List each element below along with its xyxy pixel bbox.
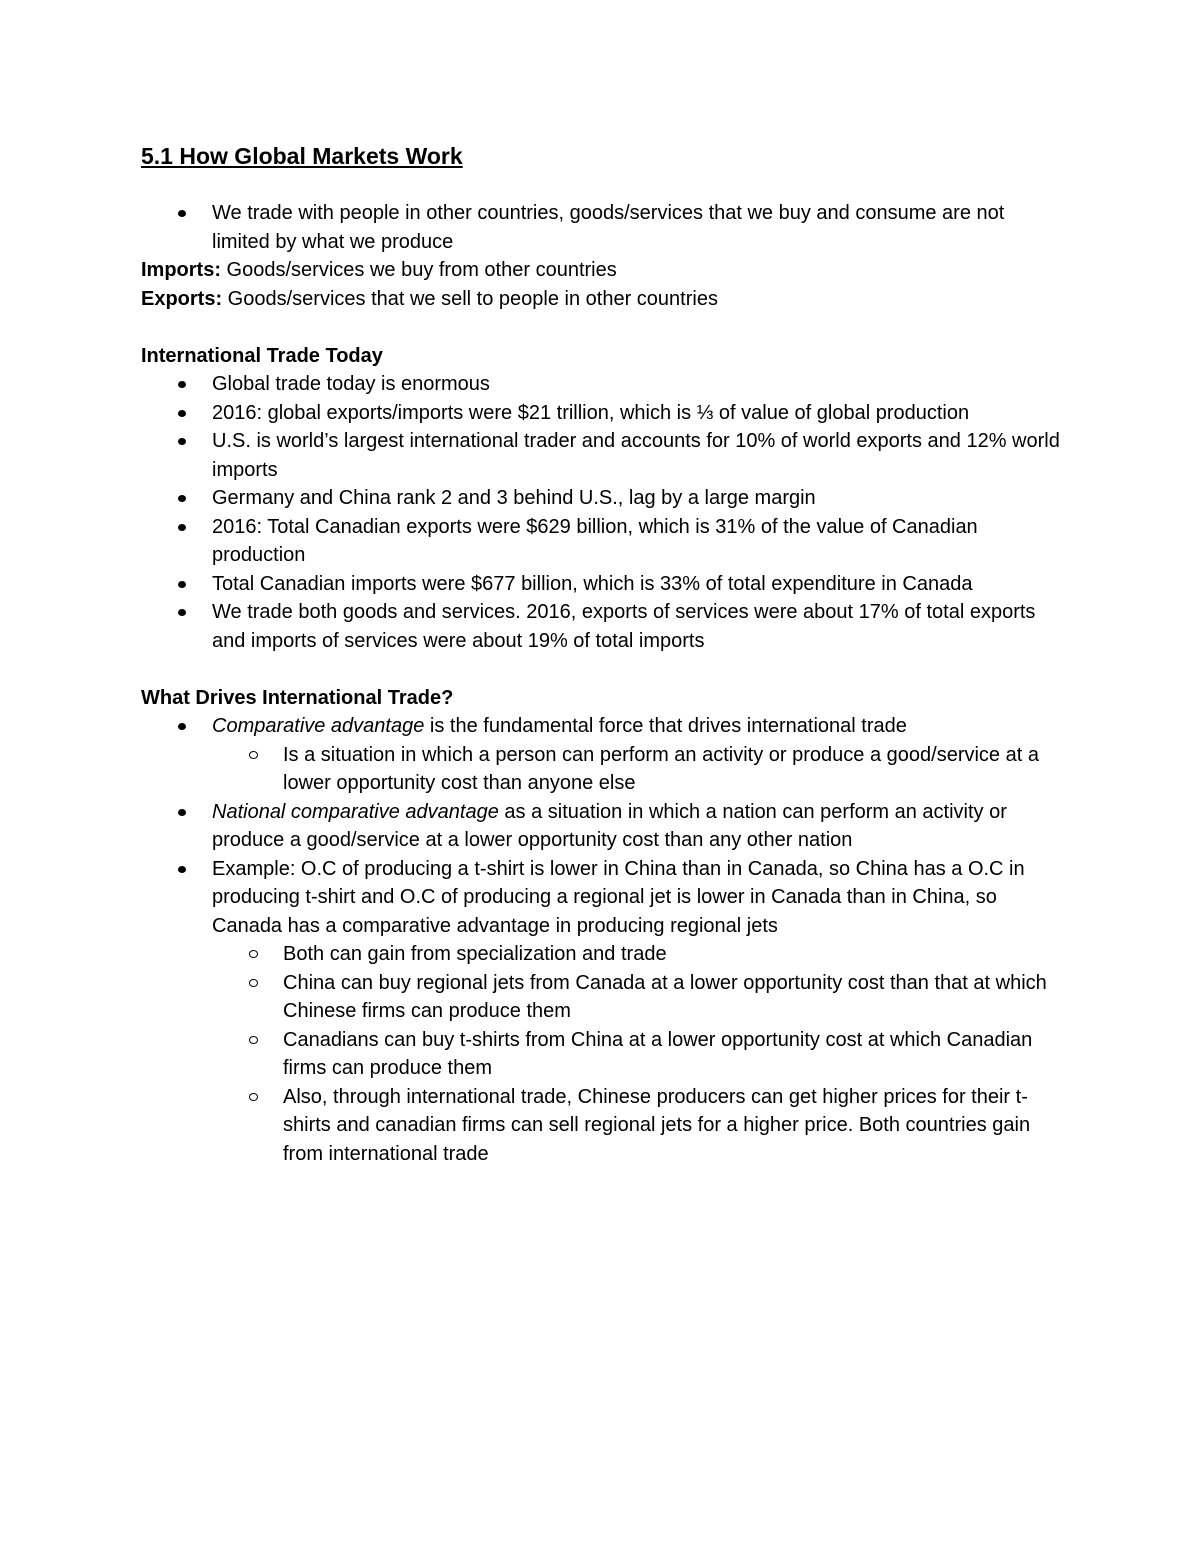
exports-text: Goods/services that we sell to people in other countries (222, 287, 718, 310)
list-item (141, 712, 1061, 741)
spacer (141, 655, 1061, 684)
list-item (141, 798, 1061, 855)
sub-list-item: Canadians can buy t-shirts from China at a lower opportunity cost at which Canadian firms can produce them (141, 1026, 1061, 1083)
drivers-list (141, 712, 1061, 1168)
imports-label: Imports: (141, 259, 221, 281)
trade-today-list (141, 370, 1061, 655)
list-item-text: as a situation in which a nation can perform an activity or produce a good/service at a lower opportunity cost than any other nation (212, 800, 1007, 851)
list-item: 2016: global exports/imports were $21 trillion, which is ⅓ of value of global production (141, 399, 1061, 428)
imports-text: Goods/services we buy from other countries (221, 259, 617, 281)
list-item: Total Canadian imports were $677 billion, which is 33% of total expenditure in Canada (141, 570, 1061, 599)
list-item: Global trade today is enormous (141, 370, 1061, 399)
spacer (141, 313, 1061, 342)
sub-list-item: Both can gain from specialization and trade (141, 940, 1061, 969)
intro-list (141, 199, 1061, 256)
term-comparative-advantage: Comparative advantage (212, 715, 425, 737)
sub-list-item: Is a situation in which a person can perform an activity or produce a good/service at a lower opportunity cost than anyone else (141, 741, 1061, 798)
sub-list-item: Also, through international trade, Chinese producers can get higher prices for their t-shirts and canadian firms can sell regional jets for a higher price. Both countries gain from international trade (141, 1083, 1061, 1169)
list-item: U.S. is world’s largest international trader and accounts for 10% of world exports and 12% world imports (141, 427, 1061, 484)
list-item: We trade both goods and services. 2016, exports of services were about 17% of total exports and imports of services were about 19% of total imports (141, 598, 1061, 655)
list-item: 2016: Total Canadian exports were $629 billion, which is 31% of the value of Canadian production (141, 513, 1061, 570)
imports-definition (141, 256, 1061, 285)
list-item: Example: O.C of producing a t-shirt is lower in China than in Canada, so China has a O.C in producing t-shirt and O.C of producing a regional jet is lower in Canada than in China, so Canada has a comparative advantage in producing regional jets (141, 855, 1061, 941)
exports-definition (141, 285, 1061, 314)
list-item: Germany and China rank 2 and 3 behind U.S., lag by a large margin (141, 484, 1061, 513)
sub-list-item: China can buy regional jets from Canada at a lower opportunity cost than that at which Chinese firms can produce them (141, 969, 1061, 1026)
section-heading-trade-today: International Trade Today (141, 344, 383, 367)
page-title: 5.1 How Global Markets Work (141, 143, 463, 169)
term-national-comparative-advantage: National comparative advantage (212, 800, 499, 823)
list-item: We trade with people in other countries, goods/services that we buy and consume are not limited by what we produce (141, 199, 1061, 256)
list-item-text: is the fundamental force that drives international trade (424, 715, 907, 737)
exports-label: Exports: (141, 287, 223, 310)
document-content (141, 141, 1061, 1168)
section-heading-drivers: What Drives International Trade? (141, 686, 454, 709)
